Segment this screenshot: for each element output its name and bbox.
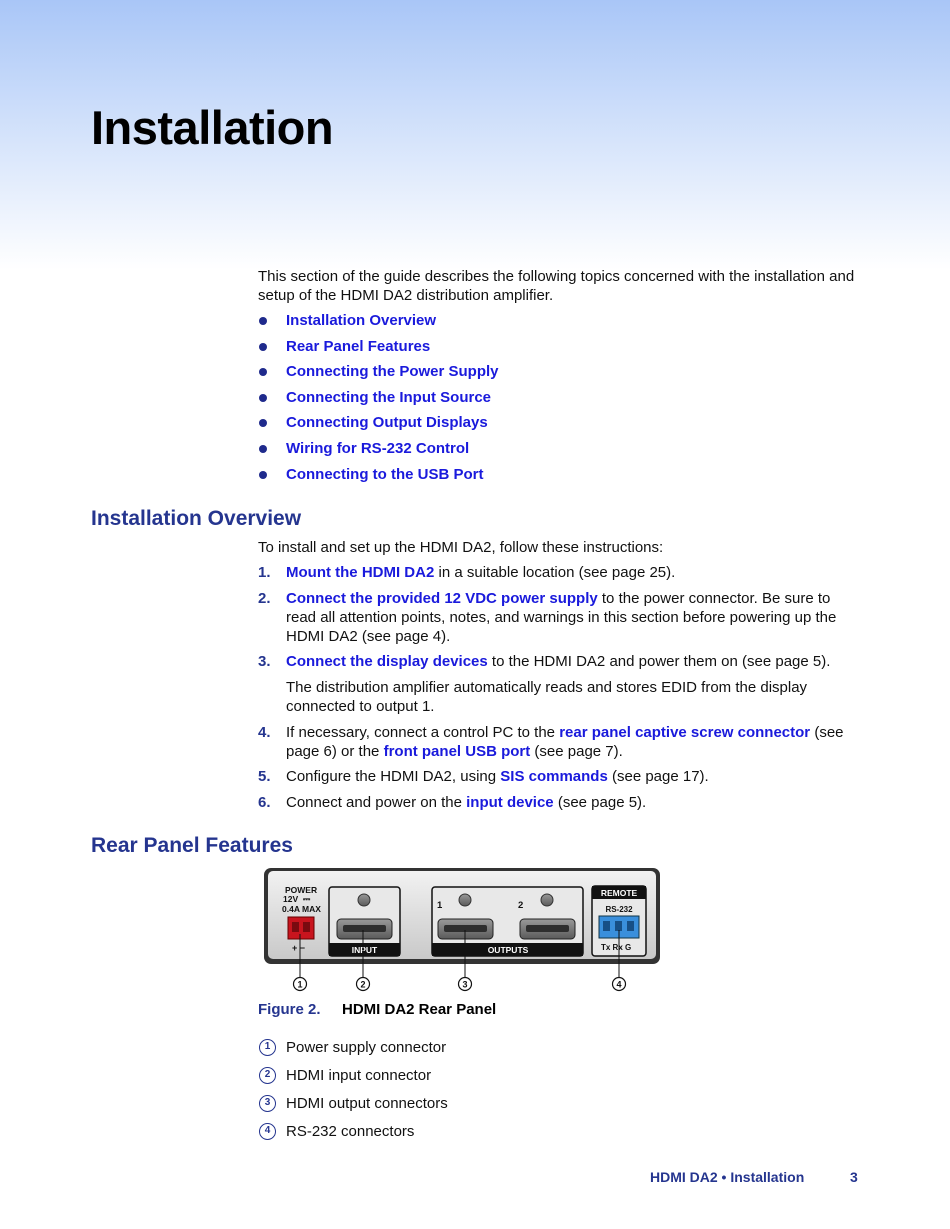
step-note: The distribution amplifier automatically reads and stores EDID from the display connected to output 1. <box>286 679 808 715</box>
list-item <box>258 439 499 465</box>
legend-text: RS-232 connectors <box>286 1123 415 1140</box>
page-number: 3 <box>850 1169 858 1185</box>
legend-number: 1 <box>259 1039 276 1056</box>
step-number: 3. <box>258 653 271 670</box>
step-text: If necessary, connect a control PC to the <box>286 723 560 741</box>
rear-panel-figure <box>262 866 662 996</box>
figure-legend <box>258 1038 448 1150</box>
bullet-icon <box>259 394 267 402</box>
step-link-input-device[interactable]: input device <box>466 793 554 811</box>
legend-item <box>258 1094 448 1122</box>
hdmi-port-slot <box>526 925 569 932</box>
step-number: 1. <box>258 564 271 581</box>
step-item <box>258 589 863 646</box>
toc-link-output-displays[interactable]: Connecting Output Displays <box>286 414 488 432</box>
rear-panel-diagram <box>262 866 662 996</box>
step-link-captive-screw[interactable]: rear panel captive screw connector <box>559 723 811 741</box>
list-item <box>258 465 499 491</box>
power-pin <box>292 922 299 932</box>
step-text: (see page 6) or the <box>286 723 844 760</box>
list-item <box>258 362 499 388</box>
rs232-label: RS-232 <box>605 905 633 914</box>
step-item <box>258 793 863 812</box>
legend-number: 3 <box>259 1095 276 1112</box>
toc-link-input-source[interactable]: Connecting the Input Source <box>286 388 491 406</box>
step-item <box>258 767 863 786</box>
legend-item <box>258 1038 448 1066</box>
output-2-label: 2 <box>518 900 524 911</box>
list-item <box>258 311 499 337</box>
legend-number: 4 <box>259 1123 276 1140</box>
step-item <box>258 563 863 582</box>
step-link-sis-commands[interactable]: SIS commands <box>500 768 608 785</box>
legend-number: 2 <box>259 1067 276 1084</box>
power-label: POWER <box>285 885 318 895</box>
figure-title: HDMI DA2 Rear Panel <box>342 1001 497 1018</box>
step-item <box>258 723 863 761</box>
input-label: INPUT <box>351 945 378 955</box>
polarity-label: + − <box>292 943 306 953</box>
dc-symbol: ⎓ <box>303 894 311 904</box>
bullet-icon <box>259 343 267 351</box>
step-link-usb-port[interactable]: front panel USB port <box>383 742 531 760</box>
list-item <box>258 337 499 363</box>
bullet-icon <box>259 445 267 453</box>
legend-text: HDMI input connector <box>286 1067 432 1084</box>
outputs-label: OUTPUTS <box>487 945 529 955</box>
step-text: to the power connector. Be sure to read all attention points, notes, and warnings in this section before powering up the HDMI DA2 (see page 4). <box>286 589 837 645</box>
step-link-power-supply[interactable]: Connect the provided 12 VDC power supply <box>286 589 598 607</box>
installation-steps <box>258 563 863 818</box>
legend-item <box>258 1066 448 1094</box>
output-1-label: 1 <box>437 900 443 911</box>
step-text: Configure the HDMI DA2, using <box>286 768 501 785</box>
step-text: (see page 7). <box>530 742 623 760</box>
step-link-mount[interactable]: Mount the HDMI DA2 <box>286 564 435 581</box>
power-connector[interactable] <box>288 917 314 939</box>
current-label: 0.4A MAX <box>282 904 321 914</box>
section-heading-rear-panel: Rear Panel Features <box>91 834 293 857</box>
voltage-label: 12V <box>283 894 299 904</box>
legend-item <box>258 1122 448 1150</box>
bullet-icon <box>259 419 267 427</box>
toc-link-power-supply[interactable]: Connecting the Power Supply <box>286 363 499 381</box>
callout-number: 4 <box>616 979 622 990</box>
rs232-pin <box>627 921 634 931</box>
step-number: 2. <box>258 589 271 607</box>
rs232-pin <box>615 921 622 931</box>
figure-number: Figure 2. <box>258 1001 321 1018</box>
output-screw-icon <box>459 894 471 906</box>
callout-number: 1 <box>297 979 303 990</box>
hdmi-port-slot <box>343 925 386 932</box>
step-number: 5. <box>258 768 271 785</box>
topic-list <box>258 311 499 490</box>
list-item <box>258 388 499 414</box>
callout-number: 2 <box>360 979 366 990</box>
list-item <box>258 413 499 439</box>
footer-text: HDMI DA2 • Installation <box>650 1169 805 1185</box>
legend-text: Power supply connector <box>286 1039 447 1056</box>
step-text: in a suitable location (see page 25). <box>434 564 676 581</box>
figure-caption <box>258 1000 496 1019</box>
step-text: Connect and power on the <box>286 793 467 811</box>
toc-link-rear-panel-features[interactable]: Rear Panel Features <box>286 337 431 355</box>
power-pin <box>303 922 310 932</box>
input-screw-icon <box>358 894 370 906</box>
legend-text: HDMI output connectors <box>286 1095 448 1112</box>
step-text: (see page 17). <box>607 768 709 785</box>
toc-link-rs232[interactable]: Wiring for RS-232 Control <box>286 439 470 457</box>
toc-link-usb-port[interactable]: Connecting to the USB Port <box>286 465 484 483</box>
callout-number: 3 <box>462 979 468 990</box>
step-link-display-devices[interactable]: Connect the display devices <box>286 653 488 670</box>
step-item <box>258 652 863 716</box>
output-screw-icon <box>541 894 553 906</box>
page-title: Installation <box>91 101 334 154</box>
step-text: (see page 5). <box>553 793 647 811</box>
section-heading-overview: Installation Overview <box>91 507 302 530</box>
step-text: to the HDMI DA2 and power them on (see page 5). <box>487 653 831 670</box>
remote-label: REMOTE <box>600 888 638 898</box>
bullet-icon <box>259 368 267 376</box>
intro-paragraph: This section of the guide describes the following topics concerned with the installation and setup of the HDMI DA2 distribution amplifier. <box>258 268 855 304</box>
toc-link-installation-overview[interactable]: Installation Overview <box>286 312 437 329</box>
step-number: 4. <box>258 723 271 741</box>
bullet-icon <box>259 471 267 479</box>
step-number: 6. <box>258 793 271 811</box>
steps-intro: To install and set up the HDMI DA2, follow these instructions: <box>258 539 664 556</box>
bullet-icon <box>259 317 267 325</box>
rs232-pin-labels: Tx Rx G <box>601 943 632 952</box>
page-footer <box>650 1169 858 1185</box>
rs232-pin <box>603 921 610 931</box>
